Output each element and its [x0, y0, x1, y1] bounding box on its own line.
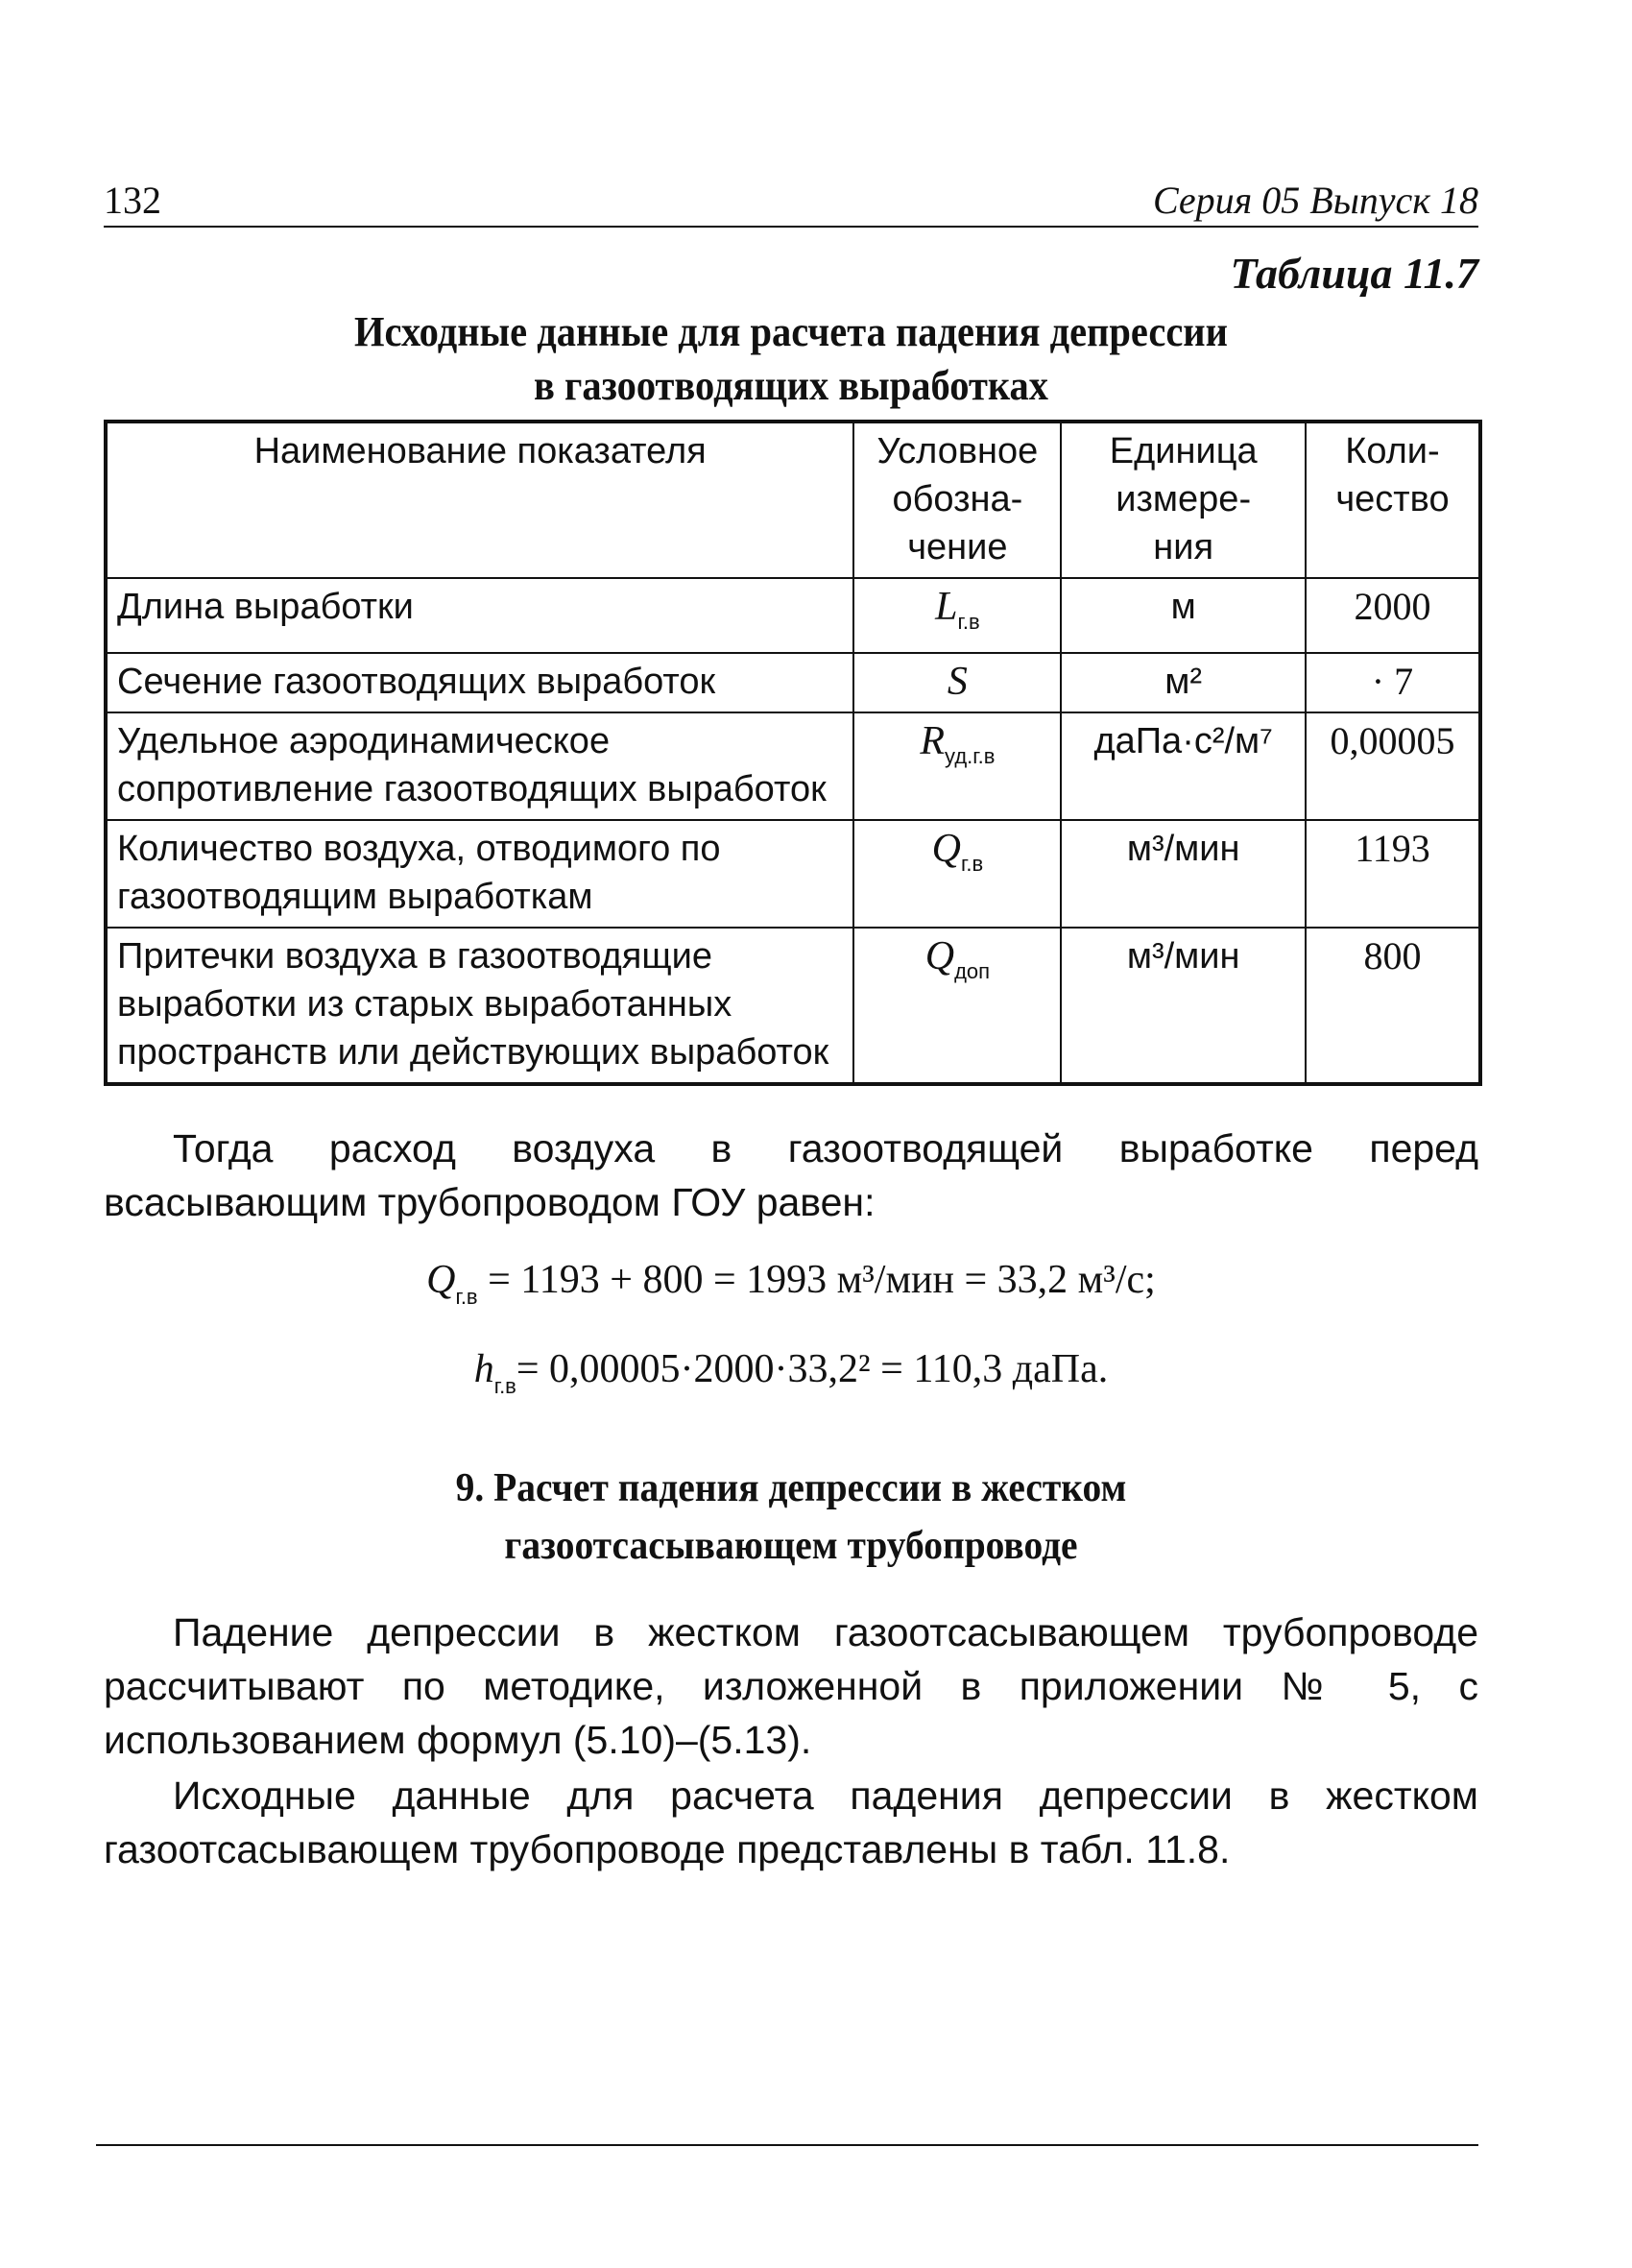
header-line: чество: [1335, 479, 1450, 519]
formula-depression: [104, 1342, 1478, 1413]
column-header-name: Наименование показателя: [106, 422, 853, 578]
row-unit: даПа·с²/м⁷: [1061, 712, 1305, 820]
row-value: 0,00005: [1306, 712, 1480, 820]
page-number: 132: [104, 179, 161, 222]
column-header-unit: [1061, 422, 1305, 578]
formula-expression: = 0,00005·2000·33,2² = 110,3 даПа.: [516, 1347, 1109, 1391]
header-line: измере-: [1116, 479, 1252, 519]
symbol-subscript: доп: [954, 959, 991, 983]
header-line: Единица: [1109, 431, 1258, 471]
table-title-line2: в газоотводящих выработках: [533, 362, 1049, 409]
row-name: Притечки воздуха в газоотводящие выработки из старых выработанных пространств или действующих выработок: [106, 928, 853, 1084]
table-header-row: [106, 422, 1480, 578]
row-symbol: [853, 712, 1061, 820]
row-value: 2000: [1306, 578, 1480, 653]
symbol-letter: Q: [924, 934, 955, 978]
row-value: · 7: [1306, 653, 1480, 712]
table-title: [158, 305, 1423, 413]
row-symbol: [853, 820, 1061, 928]
header-line: Условное: [876, 431, 1039, 471]
column-header-quantity: [1306, 422, 1480, 578]
section-heading-line2: газоотсасывающем трубопроводе: [504, 1524, 1078, 1568]
formula-variable: Q: [426, 1258, 456, 1302]
row-symbol: [853, 653, 1061, 712]
row-name: Длина выработки: [106, 578, 853, 653]
row-unit: м²: [1061, 653, 1305, 712]
row-unit: м³/мин: [1061, 928, 1305, 1084]
symbol-letter: R: [920, 719, 946, 763]
table-title-line1: Исходные данные для расчета падения депрессии: [354, 308, 1228, 355]
symbol-letter: L: [935, 585, 958, 629]
running-header: [104, 178, 1478, 228]
row-name: Количество воздуха, отводимого по газоотводящим выработкам: [106, 820, 853, 928]
row-unit: м³/мин: [1061, 820, 1305, 928]
header-line: обозна-: [892, 479, 1023, 519]
table-label: Таблица 11.7: [1230, 249, 1478, 298]
section-heading: [145, 1460, 1437, 1575]
row-unit: м: [1061, 578, 1305, 653]
symbol-letter: S: [947, 660, 968, 704]
header-line: чение: [907, 527, 1008, 567]
table-row: [106, 653, 1480, 712]
row-symbol: [853, 928, 1061, 1084]
symbol-subscript: г.в: [957, 610, 980, 634]
series-label: Серия 05 Выпуск 18: [1152, 179, 1478, 222]
row-value: 800: [1306, 928, 1480, 1084]
formula-subscript: г.в: [455, 1285, 478, 1309]
formula-expression: = 1193 + 800 = 1993 м³/мин = 33,2 м³/с;: [488, 1258, 1156, 1302]
paragraph-method: Падение депрессии в жестком газоотсасывающем трубопроводе рассчитывают по методике, изложенной в приложении № 5, с использованием формул (5.10)–(5.13).: [104, 1610, 1478, 1762]
row-symbol: [853, 578, 1061, 653]
formula-subscript: г.в: [493, 1374, 516, 1398]
table-row: [106, 578, 1480, 653]
row-name: Удельное аэродинамическое сопротивление газоотводящих выработок: [106, 712, 853, 820]
formula-variable: h: [473, 1347, 494, 1391]
bottom-rule: [96, 2144, 1478, 2146]
symbol-subscript: уд.г.в: [945, 744, 996, 768]
row-name: Сечение газоотводящих выработок: [106, 653, 853, 712]
data-table: [104, 420, 1482, 1086]
section-heading-line1: 9. Расчет падения депрессии в жестком: [455, 1466, 1127, 1510]
table-row: [106, 820, 1480, 928]
paragraph-reference: Исходные данные для расчета падения депрессии в жестком газоотсасывающем трубопроводе представлены в табл. 11.8.: [104, 1773, 1478, 1871]
header-line: ния: [1153, 527, 1214, 567]
header-line: Коли-: [1345, 431, 1440, 471]
paragraph-air-flow: Тогда расход воздуха в газоотводящей выработке перед всасывающим трубопроводом ГОУ равен:: [104, 1126, 1478, 1224]
column-header-symbol: [853, 422, 1061, 578]
symbol-subscript: г.в: [961, 852, 984, 876]
formula-flow: [104, 1253, 1478, 1324]
symbol-letter: Q: [931, 827, 961, 871]
table-row: [106, 712, 1480, 820]
row-value: 1193: [1306, 820, 1480, 928]
table-row: [106, 928, 1480, 1084]
